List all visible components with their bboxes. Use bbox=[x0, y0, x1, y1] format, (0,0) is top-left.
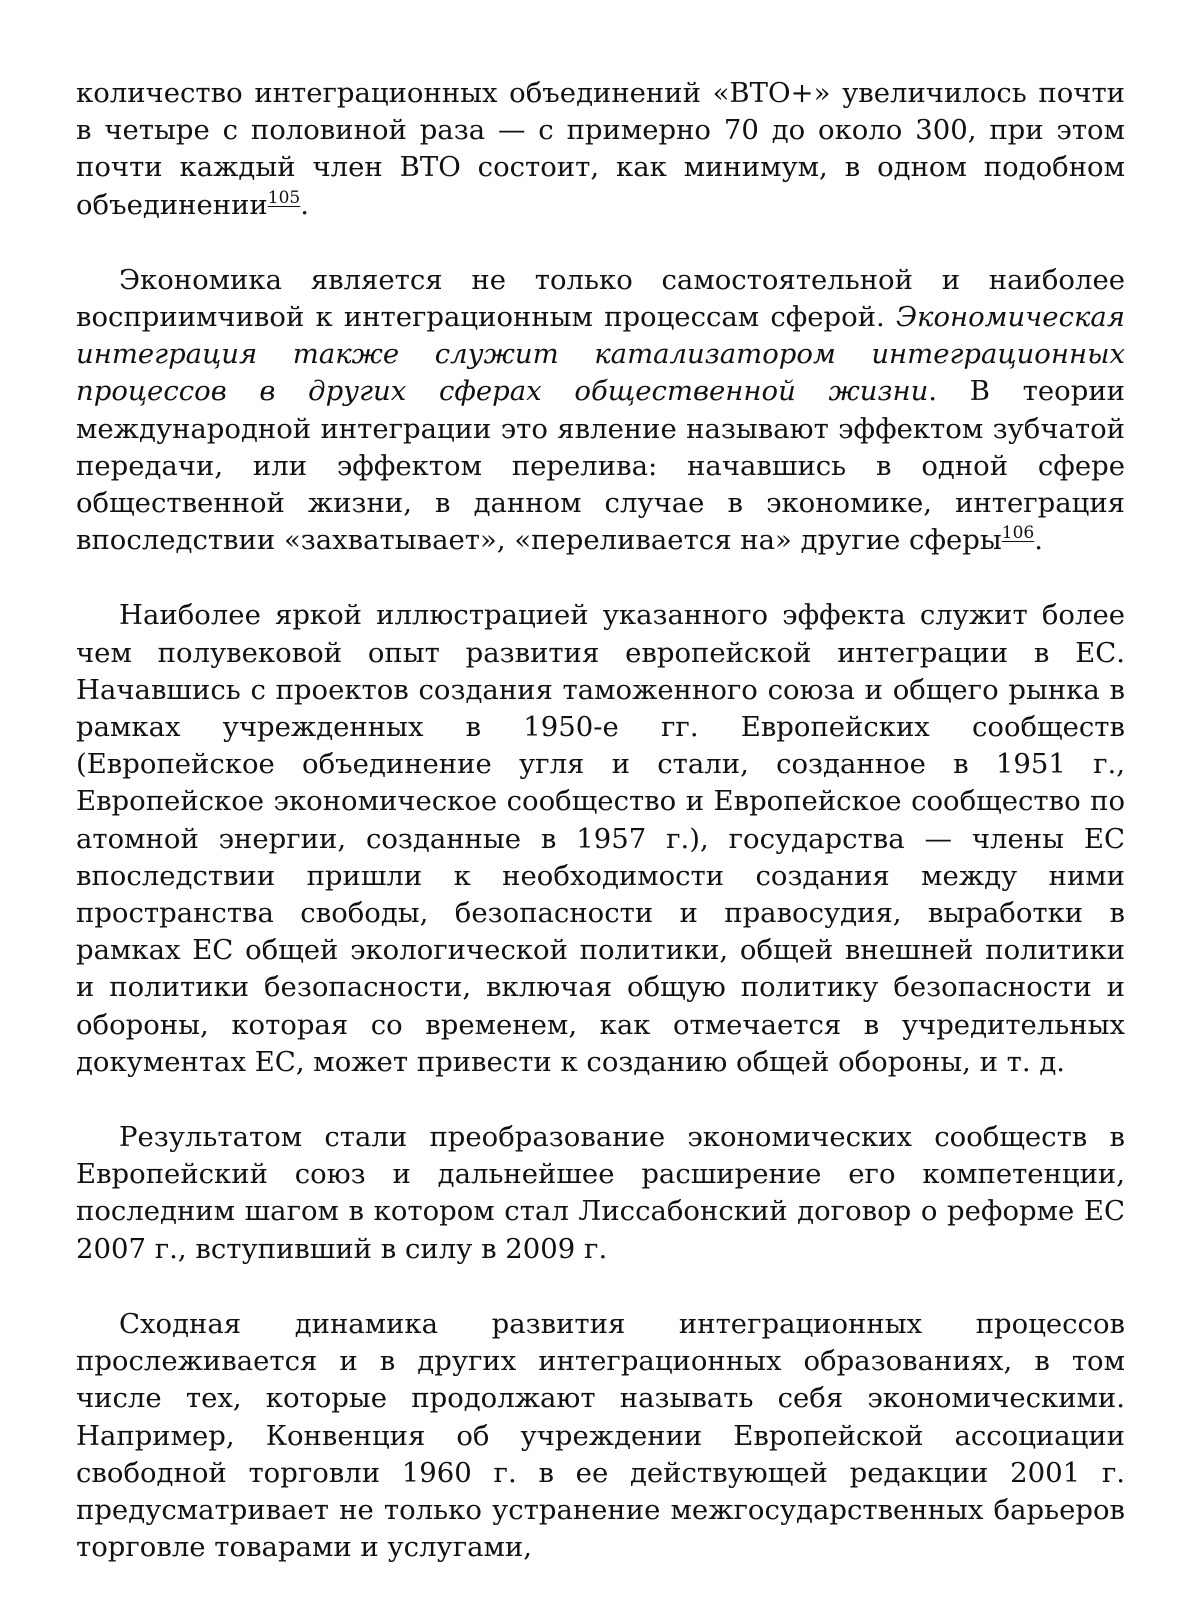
paragraph-2-text-after: . В теории международной интеграции это явление называют эффектом зубчатой передачи, или эффектом перелива: начавшись в одной сфере общественной жизни, в данном случае в экономике, интеграция впоследствии «захватывает», «переливается на» другие сферы bbox=[76, 375, 1125, 557]
paragraph-1-end: . bbox=[300, 188, 309, 221]
paragraph-4-text: Результатом стали преобразование экономических сообществ в Европейский союз и дальнейшее расширение его компетенции, последним шагом в котором стал Лиссабонский договор о реформе ЕС 2007 г., вступивший в силу в 2009 г. bbox=[76, 1121, 1125, 1265]
paragraph-2-end: . bbox=[1034, 524, 1043, 557]
paragraph-5 bbox=[76, 1306, 1125, 1566]
paragraph-1 bbox=[76, 75, 1125, 224]
paragraph-1-text: количество интеграционных объединений «ВТО+» увеличилось почти в четыре с половиной раза — с примерно 70 до около 300, при этом почти каждый член ВТО состоит, как минимум, в одном подобном объединении bbox=[76, 77, 1125, 221]
footnote-ref-105[interactable]: 105 bbox=[267, 187, 301, 208]
paragraph-3-text: Наиболее яркой иллюстрацией указанного эффекта служит более чем полувековой опыт развития европейской интеграции в ЕС. Начавшись с проектов создания таможенного союза и общего рынка в рамках учрежденных в 1950-е гг. Европейских сообществ (Европейское объединение угля и стали, созданное в 1951 г., Европейское экономическое сообщество и Европейское сообщество по атомной энергии, созданные в 1957 г.), государства — члены ЕС впоследствии пришли к необходимости создания между ними пространства свободы, безопасности и правосудия, выработки в рамках ЕС общей экологической политики, общей внешней политики и политики безопасности, включая общую политику безопасности и обороны, которая со временем, как отмечается в учредительных документах ЕС, может привести к созданию общей обороны, и т. д. bbox=[76, 599, 1125, 1078]
paragraph-2-text-before: Экономика является не только самостоятельной и наиболее восприимчивой к интеграционным процессам сферой. bbox=[76, 263, 1125, 334]
footnote-ref-106[interactable]: 106 bbox=[1001, 523, 1035, 544]
paragraph-4 bbox=[76, 1119, 1125, 1268]
paragraph-2 bbox=[76, 262, 1125, 560]
paragraph-2-italic: Экономическая интеграция также служит катализатором интеграционных процессов в других сферах общественной жизни bbox=[76, 301, 1125, 408]
paragraph-5-text: Сходная динамика развития интеграционных процессов прослеживается и в других интеграционных образованиях, в том числе тех, которые продолжают называть себя экономическими. Например, Конвенция об учреждении Европейской ассоциации свободной торговли 1960 г. в ее действующей редакции 2001 г. предусматривает не только устранение межгосударственных барьеров торговле товарами и услугами, bbox=[76, 1307, 1125, 1564]
paragraph-3 bbox=[76, 597, 1125, 1081]
